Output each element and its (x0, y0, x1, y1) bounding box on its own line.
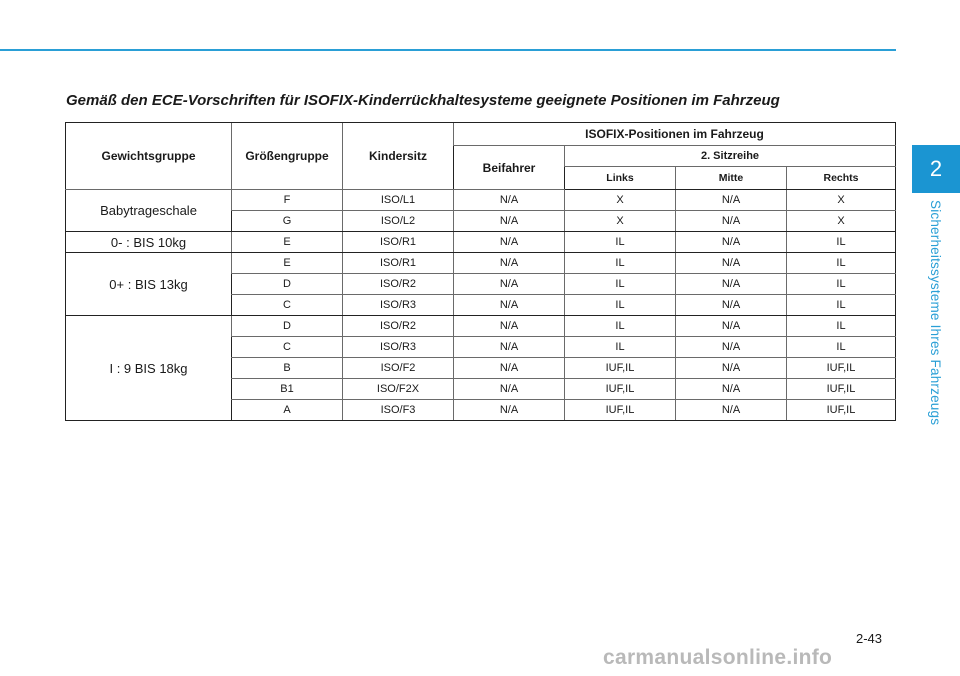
passenger-cell: N/A (454, 190, 565, 211)
passenger-cell: N/A (454, 232, 565, 253)
header-size-class: Größengruppe (232, 123, 343, 190)
weight-group-cell: I : 9 BIS 18kg (66, 316, 232, 421)
page-number: 2-43 (856, 631, 883, 646)
center-cell: N/A (676, 190, 787, 211)
right-cell: X (787, 190, 896, 211)
size-class-cell: D (232, 316, 343, 337)
right-cell: IL (787, 316, 896, 337)
center-cell: N/A (676, 358, 787, 379)
right-cell: IUF,IL (787, 400, 896, 421)
fixture-cell: ISO/R1 (343, 232, 454, 253)
right-cell: IUF,IL (787, 379, 896, 400)
right-cell: IL (787, 337, 896, 358)
header-left: Links (565, 167, 676, 190)
left-cell: IL (565, 253, 676, 274)
fixture-cell: ISO/R2 (343, 274, 454, 295)
table-body (66, 190, 896, 421)
weight-group-cell: 0- : BIS 10kg (66, 232, 232, 253)
header-rule (0, 49, 896, 51)
header-right: Rechts (787, 167, 896, 190)
size-class-cell: F (232, 190, 343, 211)
header-center: Mitte (676, 167, 787, 190)
size-class-cell: B1 (232, 379, 343, 400)
size-class-cell: E (232, 253, 343, 274)
left-cell: X (565, 190, 676, 211)
fixture-cell: ISO/L1 (343, 190, 454, 211)
right-cell: IL (787, 274, 896, 295)
table-row (66, 253, 896, 274)
fixture-cell: ISO/R1 (343, 253, 454, 274)
left-cell: X (565, 211, 676, 232)
header-fixture: Kindersitz (343, 123, 454, 190)
fixture-cell: ISO/F2X (343, 379, 454, 400)
passenger-cell: N/A (454, 295, 565, 316)
header-weight-group: Gewichtsgruppe (66, 123, 232, 190)
left-cell: IL (565, 232, 676, 253)
center-cell: N/A (676, 400, 787, 421)
right-cell: X (787, 211, 896, 232)
center-cell: N/A (676, 379, 787, 400)
center-cell: N/A (676, 316, 787, 337)
size-class-cell: G (232, 211, 343, 232)
size-class-cell: D (232, 274, 343, 295)
table-row (66, 232, 896, 253)
header-passenger: Beifahrer (454, 146, 565, 190)
center-cell: N/A (676, 337, 787, 358)
center-cell: N/A (676, 211, 787, 232)
left-cell: IL (565, 316, 676, 337)
passenger-cell: N/A (454, 379, 565, 400)
right-cell: IL (787, 253, 896, 274)
chapter-number-tab[interactable]: 2 (912, 145, 960, 193)
size-class-cell: B (232, 358, 343, 379)
center-cell: N/A (676, 232, 787, 253)
passenger-cell: N/A (454, 253, 565, 274)
table-row (66, 316, 896, 337)
left-cell: IL (565, 274, 676, 295)
isofix-table (65, 122, 896, 421)
right-cell: IL (787, 232, 896, 253)
weight-group-cell: Babytrageschale (66, 190, 232, 232)
passenger-cell: N/A (454, 316, 565, 337)
fixture-cell: ISO/R3 (343, 337, 454, 358)
left-cell: IUF,IL (565, 400, 676, 421)
size-class-cell: C (232, 295, 343, 316)
passenger-cell: N/A (454, 358, 565, 379)
left-cell: IUF,IL (565, 358, 676, 379)
passenger-cell: N/A (454, 211, 565, 232)
fixture-cell: ISO/R3 (343, 295, 454, 316)
passenger-cell: N/A (454, 274, 565, 295)
left-cell: IL (565, 337, 676, 358)
center-cell: N/A (676, 295, 787, 316)
left-cell: IL (565, 295, 676, 316)
center-cell: N/A (676, 253, 787, 274)
size-class-cell: C (232, 337, 343, 358)
right-cell: IUF,IL (787, 358, 896, 379)
weight-group-cell: 0+ : BIS 13kg (66, 253, 232, 316)
fixture-cell: ISO/L2 (343, 211, 454, 232)
left-cell: IUF,IL (565, 379, 676, 400)
size-class-cell: E (232, 232, 343, 253)
watermark: carmanualsonline.info (603, 646, 833, 669)
section-title: Gemäß den ECE-Vorschriften für ISOFIX-Kinderrückhaltesysteme geeignete Positionen im Fahrzeug (66, 92, 780, 109)
right-cell: IL (787, 295, 896, 316)
passenger-cell: N/A (454, 337, 565, 358)
passenger-cell: N/A (454, 400, 565, 421)
header-second-row: 2. Sitzreihe (565, 146, 896, 167)
header-isofix-positions: ISOFIX-Positionen im Fahrzeug (454, 123, 896, 146)
fixture-cell: ISO/R2 (343, 316, 454, 337)
fixture-cell: ISO/F2 (343, 358, 454, 379)
chapter-title: Sicherheitssysteme Ihres Fahrzeugs (928, 200, 943, 426)
fixture-cell: ISO/F3 (343, 400, 454, 421)
table-row (66, 190, 896, 211)
center-cell: N/A (676, 274, 787, 295)
size-class-cell: A (232, 400, 343, 421)
